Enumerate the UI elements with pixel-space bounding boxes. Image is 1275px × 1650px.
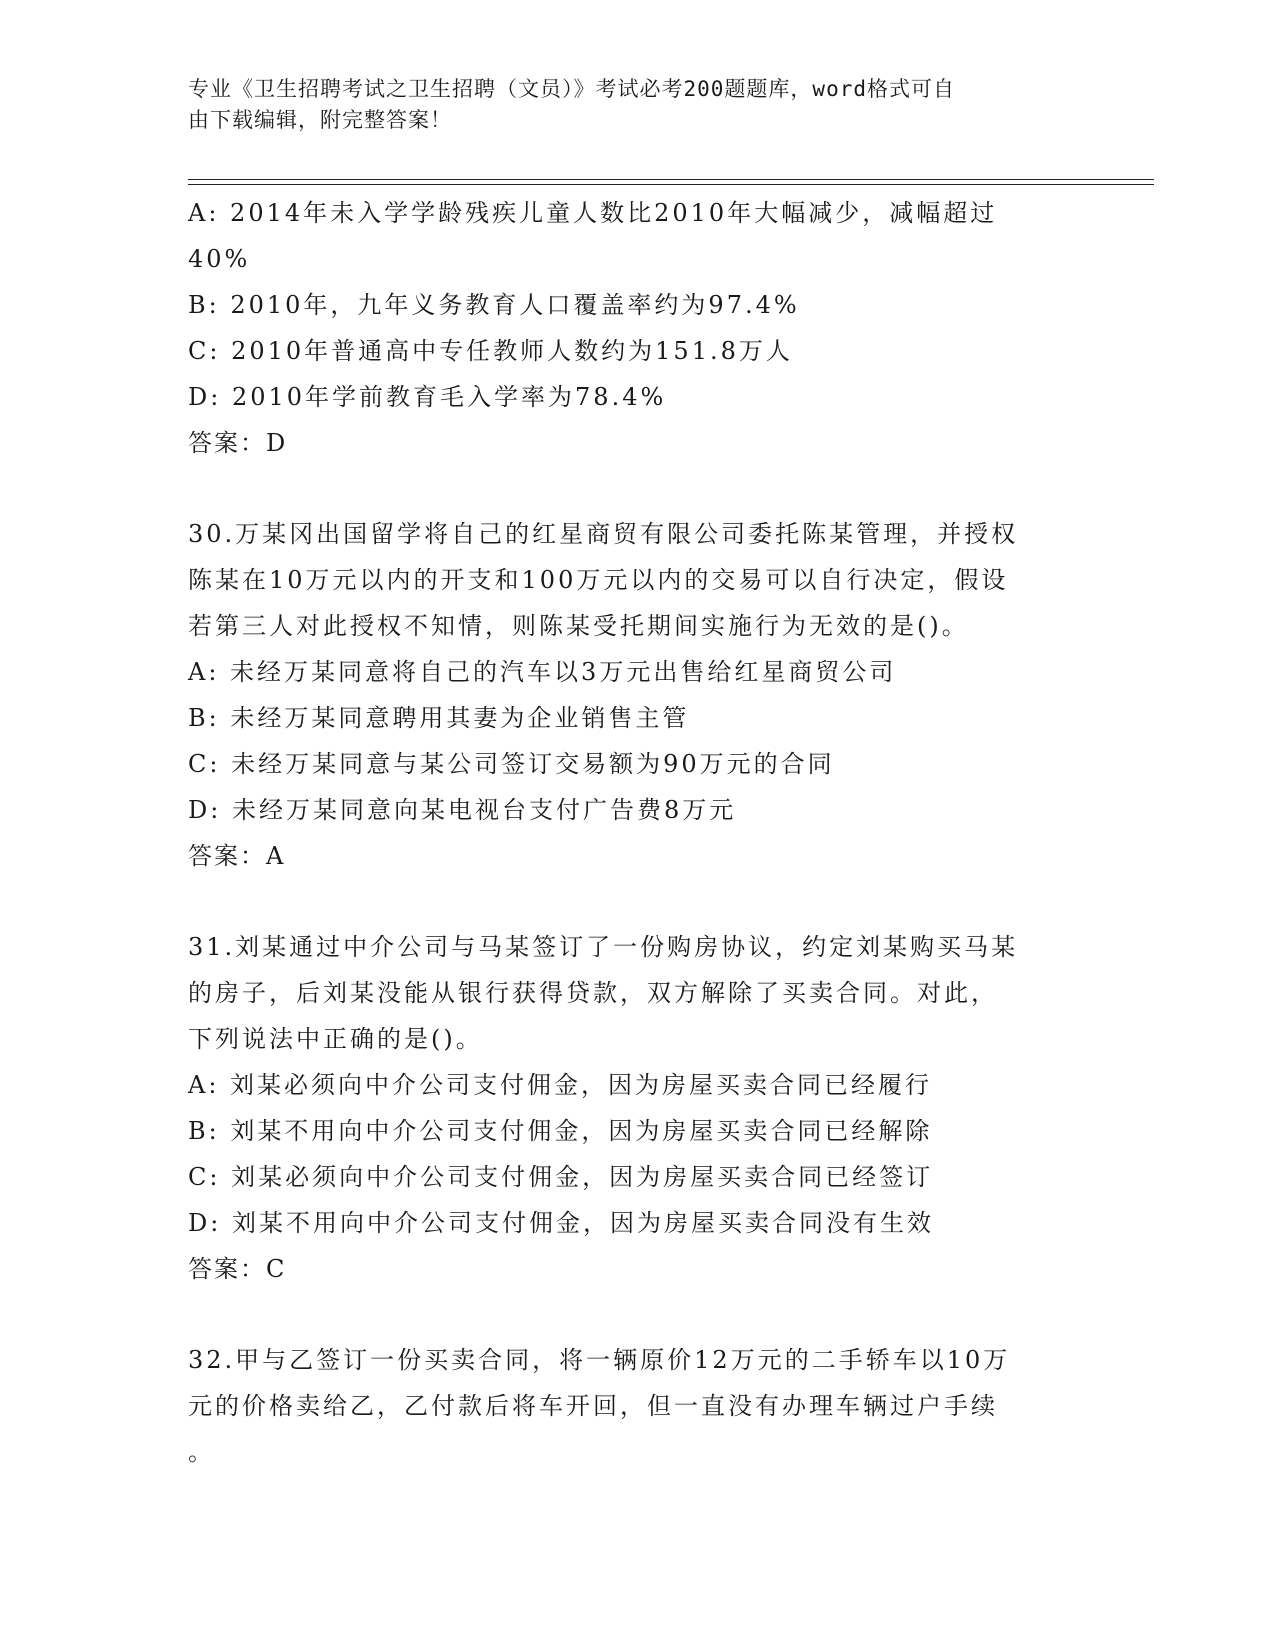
question-block-previous	[188, 190, 1078, 466]
question-stem-line: 元的价格卖给乙，乙付款后将车开回，但一直没有办理车辆过户手续	[188, 1392, 998, 1420]
answer-label: 答案：C	[188, 1255, 287, 1283]
answer-label: 答案：D	[188, 429, 288, 457]
option-a: A: 刘某必须向中介公司支付佣金，因为房屋买卖合同已经履行	[188, 1071, 933, 1099]
header-rule-bottom	[188, 184, 1154, 185]
question-stem-line: 若第三人对此授权不知情，则陈某受托期间实施行为无效的是()。	[188, 612, 969, 640]
answer-label: 答案：A	[188, 842, 286, 870]
question-stem-line: 30.万某冈出国留学将自己的红星商贸有限公司委托陈某管理，并授权	[188, 520, 1019, 548]
header-line-1: 专业《卫生招聘考试之卫生招聘（文员）》考试必考200题题库，word格式可自	[188, 77, 955, 101]
document-body	[188, 190, 1078, 1475]
question-31	[188, 924, 1078, 1292]
option-c: C: 刘某必须向中介公司支付佣金，因为房屋买卖合同已经签订	[188, 1163, 934, 1191]
header-rule-top	[188, 179, 1154, 180]
question-30	[188, 511, 1078, 879]
header-line-2: 由下载编辑，附完整答案！	[188, 108, 452, 132]
option-b: B: 2010年，九年义务教育人口覆盖率约为97.4%	[188, 291, 800, 319]
question-stem-line: 的房子，后刘某没能从银行获得贷款，双方解除了买卖合同。对此，	[188, 979, 998, 1007]
option-c: C: 2010年普通高中专任教师人数约为151.8万人	[188, 337, 793, 365]
question-32	[188, 1337, 1078, 1475]
question-stem-line: 。	[188, 1438, 215, 1466]
option-d: D: 未经万某同意向某电视台支付广告费8万元	[188, 796, 737, 824]
option-d: D: 刘某不用向中介公司支付佣金，因为房屋买卖合同没有生效	[188, 1209, 934, 1237]
option-b: B: 刘某不用向中介公司支付佣金，因为房屋买卖合同已经解除	[188, 1117, 933, 1145]
question-stem-line: 32.甲与乙签订一份买卖合同，将一辆原价12万元的二手轿车以10万	[188, 1346, 1011, 1374]
question-stem-line: 31.刘某通过中介公司与马某签订了一份购房协议，约定刘某购买马某	[188, 933, 1019, 961]
document-header	[188, 74, 1088, 136]
question-stem-line: 陈某在10万元以内的开支和100万元以内的交易可以自行决定，假设	[188, 566, 1009, 594]
option-d: D: 2010年学前教育毛入学率为78.4%	[188, 383, 667, 411]
option-a: A: 2014年未入学学龄残疾儿童人数比2010年大幅减少，减幅超过	[188, 199, 998, 227]
question-stem-line: 下列说法中正确的是()。	[188, 1025, 483, 1053]
option-b: B: 未经万某同意聘用其妻为企业销售主管	[188, 704, 690, 732]
option-a: A: 未经万某同意将自己的汽车以3万元出售给红星商贸公司	[188, 658, 897, 686]
option-c: C: 未经万某同意与某公司签订交易额为90万元的合同	[188, 750, 835, 778]
option-a-continued: 40%	[188, 245, 251, 273]
